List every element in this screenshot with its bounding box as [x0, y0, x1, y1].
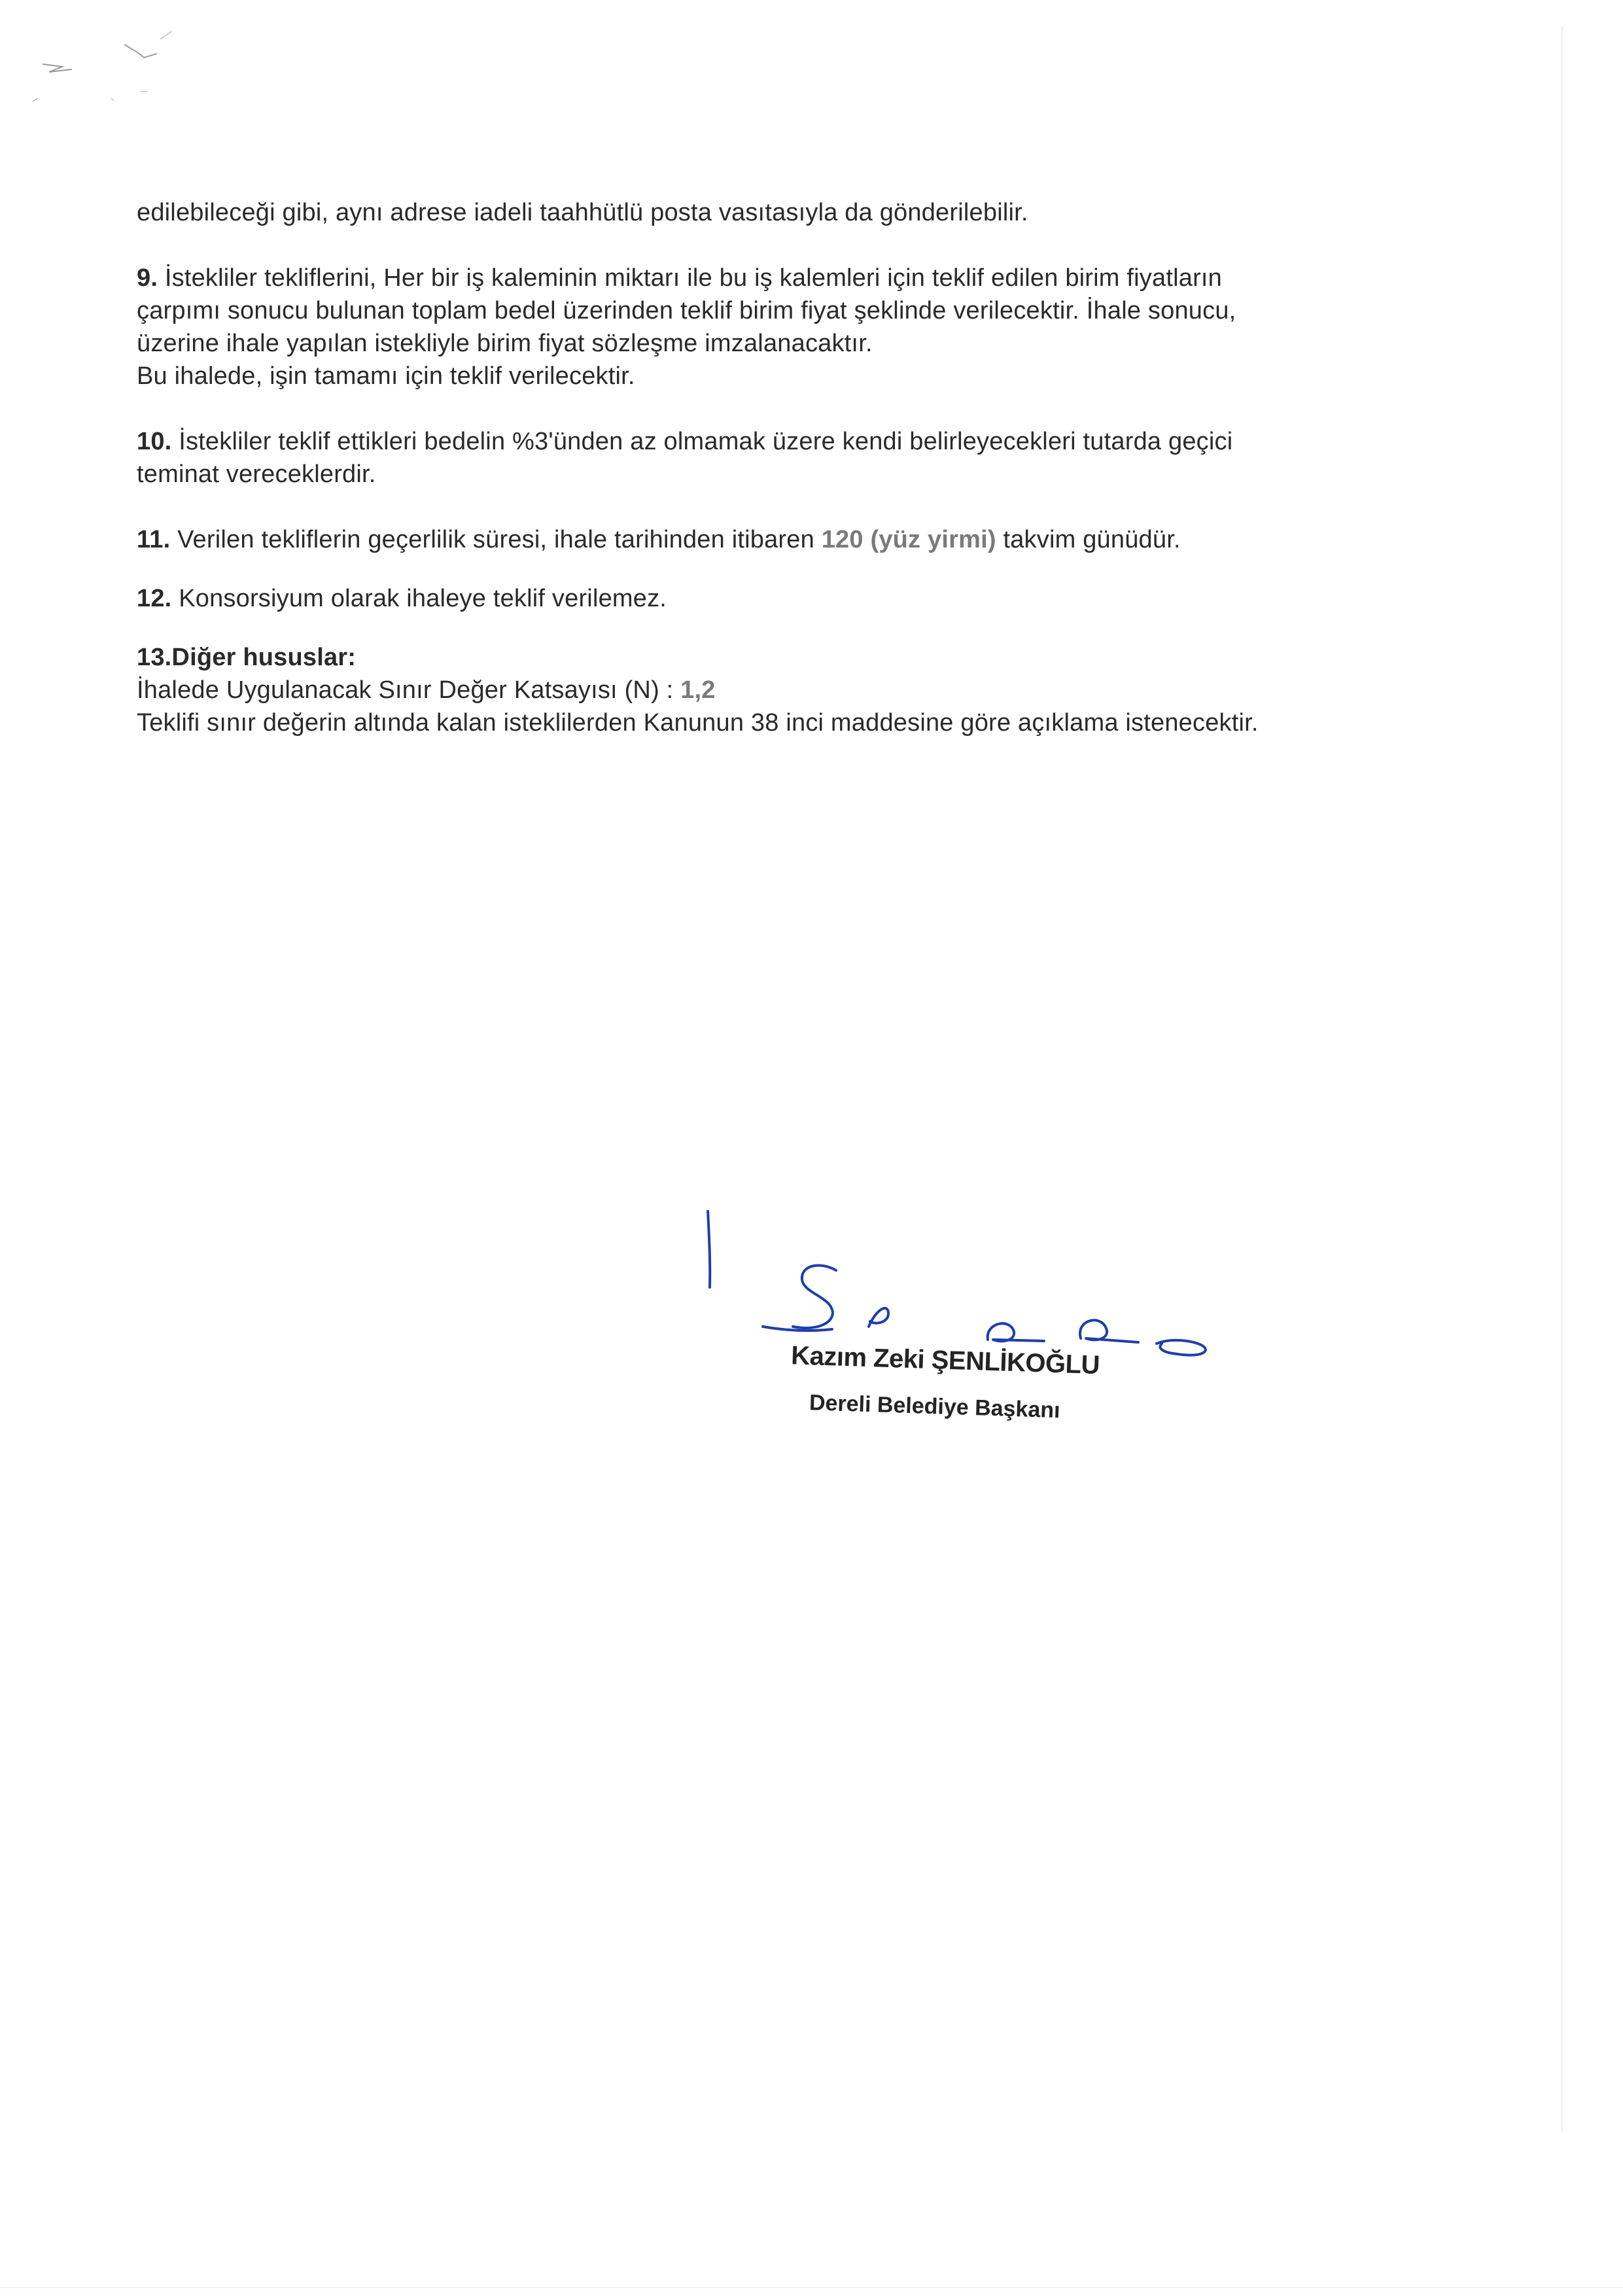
paragraph-13 [137, 641, 1380, 739]
paragraph-10-line-1: İstekliler teklif ettikleri bedelin %3'ünden az olmamak üzere kendi belirleyecekleri tutarda geçici [171, 428, 1233, 455]
paragraph-10 [137, 425, 1380, 491]
paragraph-13-heading: 13.Diğer hususlar: [137, 644, 357, 671]
paragraph-9-line-3: üzerine ihale yapılan istekliyle birim fiyat sözleşme imzalanacaktır. [137, 330, 873, 357]
paragraph-11-text: Verilen tekliflerin geçerlilik süresi, ihale tarihinden itibaren [170, 526, 822, 553]
paragraph-9-line-4: Bu ihalede, işin tamamı için teklif verilecektir. [137, 362, 635, 390]
coefficient-value: 1,2 [680, 676, 716, 704]
scan-corner-marks [26, 26, 183, 124]
paragraph-9-line-1: İstekliler tekliflerini, Her bir iş kaleminin miktarı ile bu iş kalemleri için teklif edilen birim fiyatların [158, 264, 1223, 292]
paragraph-10-line-2: teminat vereceklerdir. [137, 461, 376, 488]
paragraph-11-number: 11. [137, 526, 171, 553]
paragraph-12-text: Konsorsiyum olarak ihaleye teklif verilemez. [171, 585, 667, 612]
paragraph-13-line-1: İhalede Uygulanacak Sınır Değer Katsayısı (N) : [137, 676, 681, 704]
official-stamp [782, 1341, 1191, 1458]
scan-edge-line [1562, 26, 1563, 2132]
paragraph-10-number: 10. [137, 428, 172, 455]
paragraph-9 [137, 262, 1380, 392]
paragraph-8-continuation: edilebileceği gibi, aynı adrese iadeli taahhütlü posta vasıtasıyla da gönderilebilir. [137, 199, 1028, 226]
paragraph-12-number: 12. [137, 585, 172, 612]
document-body [137, 196, 1380, 739]
handwritten-signature [680, 1210, 1243, 1367]
paragraph-11 [137, 523, 1380, 556]
paragraph-12 [137, 582, 1380, 615]
stamp-name: Kazım Zeki ŞENLİKOĞLU [790, 1341, 1100, 1380]
paragraph-11-text-end: takvim günüdür. [996, 526, 1181, 553]
paragraph-9-number: 9. [137, 264, 158, 292]
paragraph-9-line-2: çarpımı sonucu bulunan toplam bedel üzerinden teklif birim fiyat şeklinde verilecektir. İhale sonucu, [137, 297, 1236, 324]
stamp-title: Dereli Belediye Başkanı [809, 1390, 1061, 1423]
scan-bottom-line [0, 2287, 1623, 2288]
paragraph-13-line-2: Teklifi sınır değerin altında kalan isteklilerden Kanunun 38 inci maddesine göre açıklama istenecektir. [137, 709, 1259, 737]
validity-period-highlight: 120 (yüz yirmi) [821, 526, 996, 553]
